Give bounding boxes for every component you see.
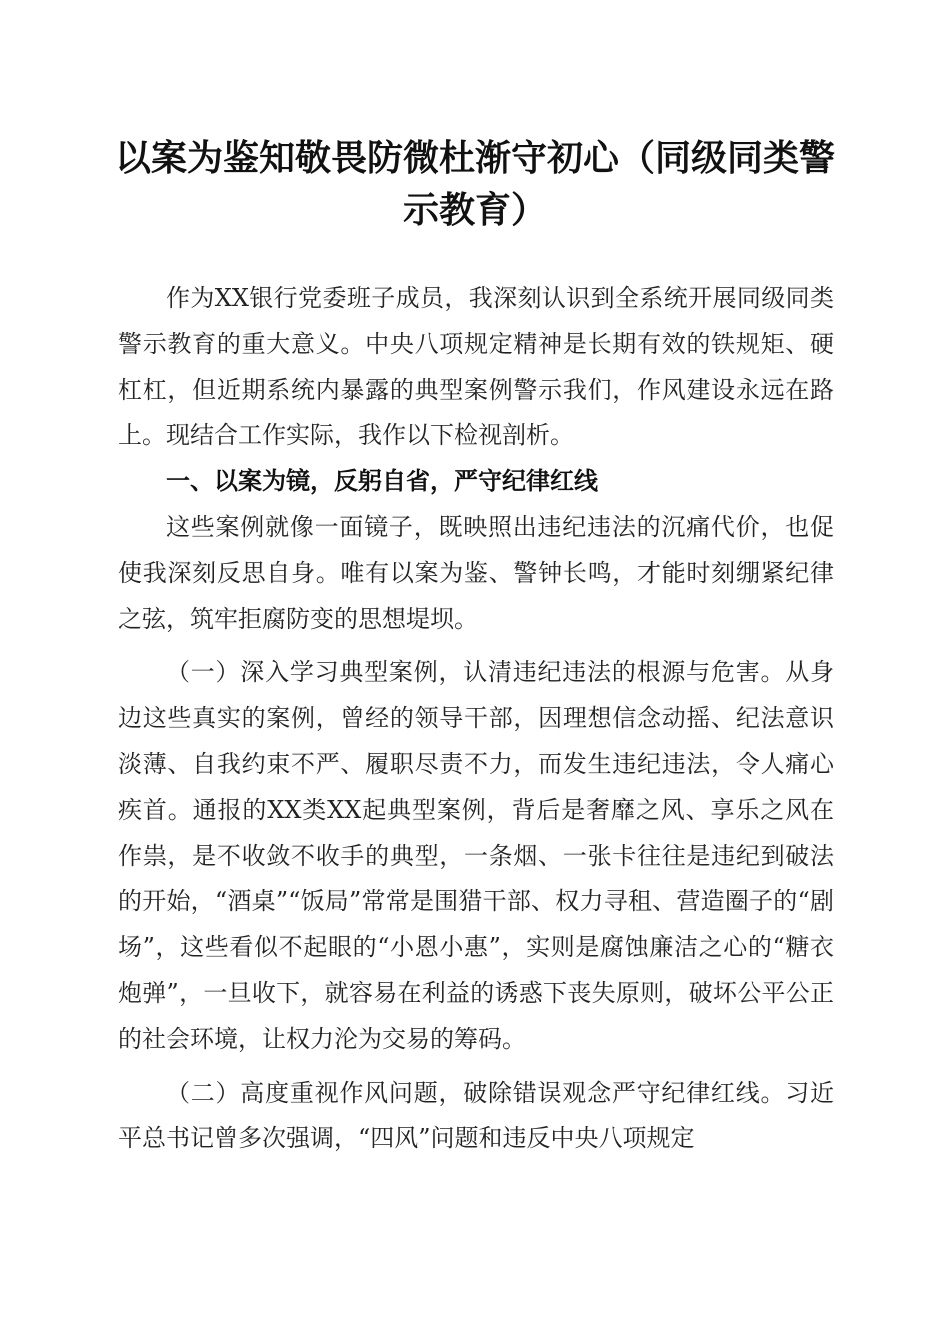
subsection-1-paragraph bbox=[118, 650, 834, 1062]
subsection-2-heading: （二）高度重视作风问题，破除错误观念严守纪律红线。 bbox=[166, 1078, 786, 1107]
document-body bbox=[118, 276, 834, 1162]
paragraph-spacer bbox=[118, 1063, 834, 1071]
subsection-2-paragraph bbox=[118, 1071, 834, 1163]
section-1-paragraph: 这些案例就像一面镜子，既映照出违纪违法的沉痛代价，也促使我深刻反思自身。唯有以案为鉴、警钟长鸣，才能时刻绷紧纪律之弦，筑牢拒腐防变的思想堤坝。 bbox=[118, 512, 834, 633]
document-title: 以案为鉴知敬畏防微杜渐守初心（同级同类警示教育） bbox=[114, 137, 835, 231]
intro-paragraph: 作为XX银行党委班子成员，我深刻认识到全系统开展同级同类警示教育的重大意义。中央八项规定精神是长期有效的铁规矩、硬杠杠，但近期系统内暴露的典型案例警示我们，作风建设永远在路上。现结合工作实际，我作以下检视剖析。 bbox=[118, 284, 834, 450]
subsection-1-heading: （一）深入学习典型案例，认清违纪违法的根源与危害。 bbox=[166, 658, 786, 687]
subsection-1-text: 从身边这些真实的案例，曾经的领导干部，因理想信念动摇、纪法意识淡薄、自我约束不严、履职尽责不力，而发生违纪违法，令人痛心疾首。通报的XX类XX起典型案例，背后是奢靡之风、享乐之风在作祟，是不收敛不收手的典型，一条烟、一张卡往往是违纪到破法的开始，“酒桌”“饭局”常常是围猎干部、权力寻租、营造圈子的“剧场”，这些看似不起眼的“小恩小惠”，实则是腐蚀廉洁之心的“糖衣炮弹”，一旦收下，就容易在利益的诱惑下丧失原则，破坏公平公正的社会环境，让权力沦为交易的筹码。 bbox=[118, 658, 835, 1053]
section-1-heading: 一、以案为镜，反躬自省，严守纪律红线 bbox=[166, 467, 598, 496]
subsection-2-text: 习近平总书记曾多次强调，“四风”问题和违反中央八项规定 bbox=[118, 1078, 835, 1153]
paragraph-spacer bbox=[118, 642, 834, 650]
